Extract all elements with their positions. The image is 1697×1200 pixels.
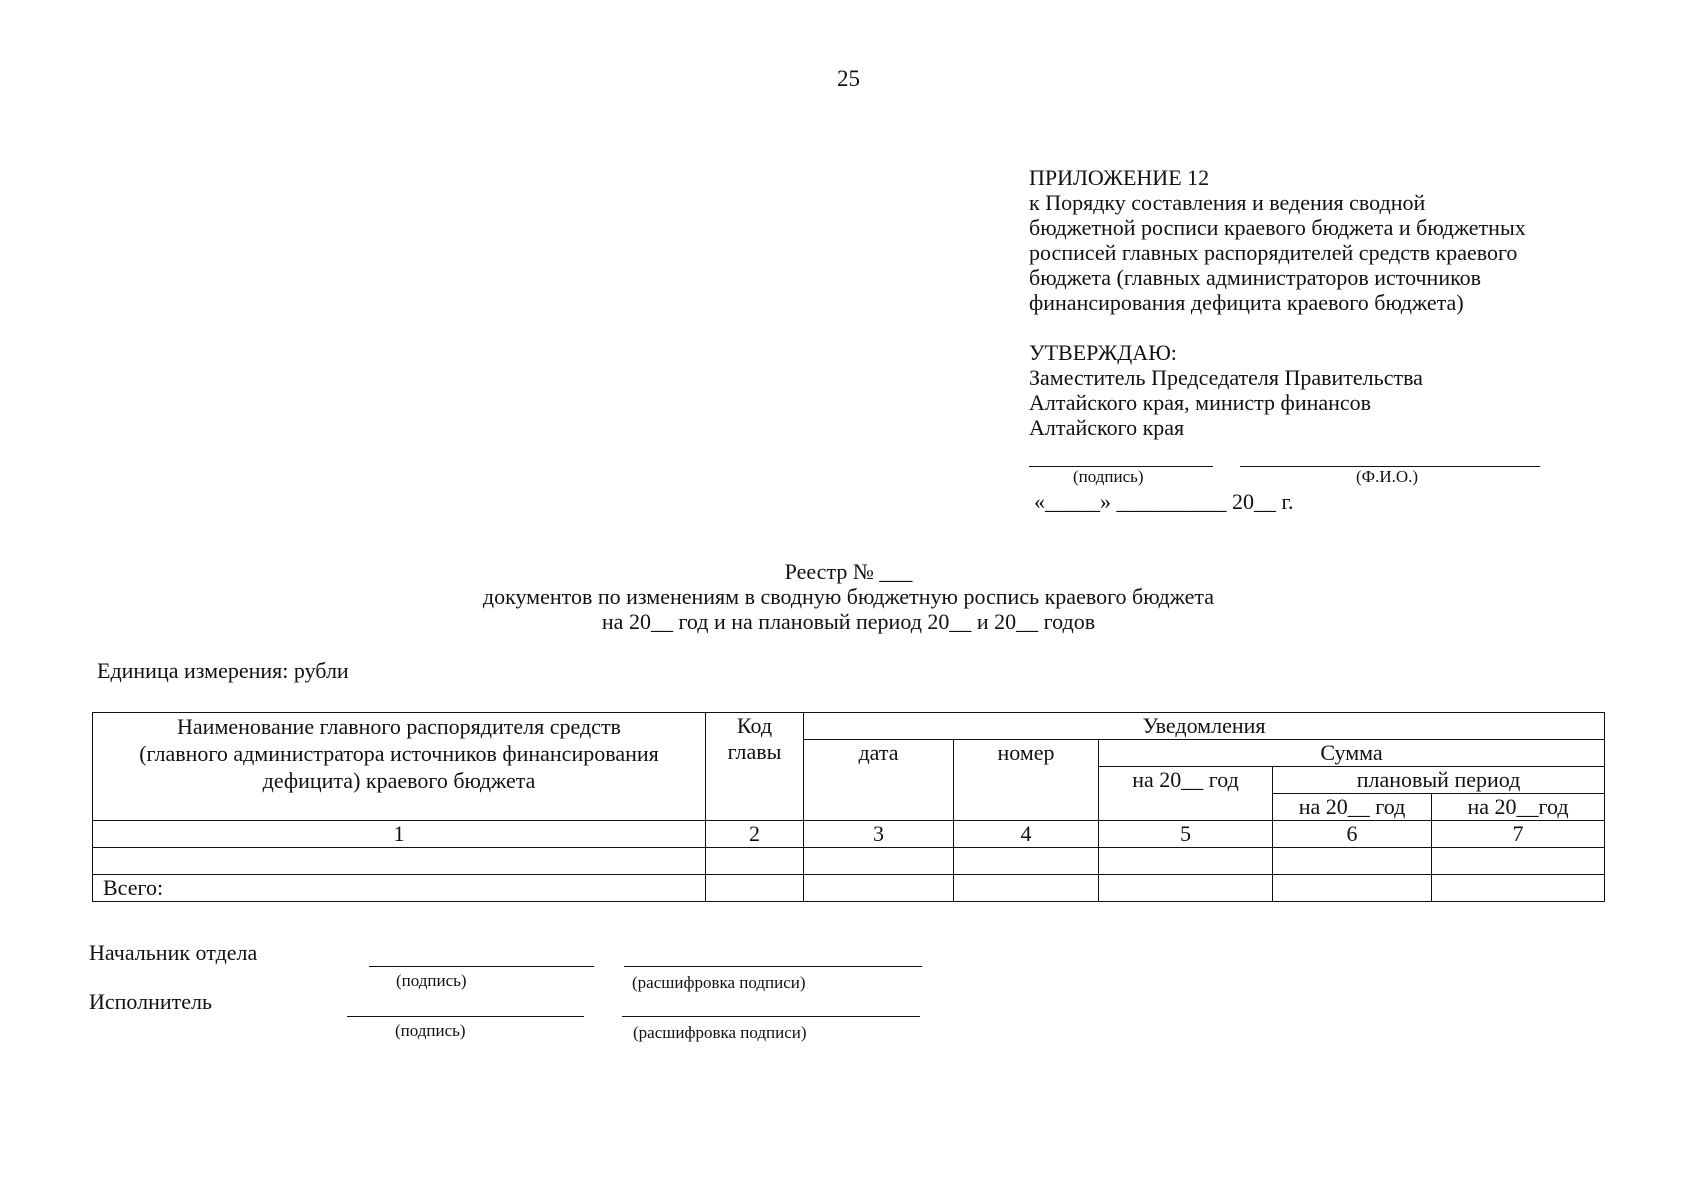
table-cell[interactable] [1273, 848, 1432, 875]
executor-signature-line[interactable] [347, 1016, 584, 1017]
column-number: 7 [1432, 821, 1605, 848]
appendix-line: бюджетной росписи краевого бюджета и бюджетных [1029, 215, 1526, 240]
table-cell[interactable] [804, 848, 954, 875]
table-cell[interactable] [1432, 875, 1605, 902]
registry-title [0, 559, 1697, 634]
registry-title-line: документов по изменениям в сводную бюджетную роспись краевого бюджета [482, 584, 1215, 609]
appendix-block [1029, 165, 1589, 315]
units-label: Единица измерения: рубли [97, 658, 349, 683]
table-row [93, 848, 1605, 875]
column-number: 5 [1099, 821, 1273, 848]
approval-date-line[interactable]: «_____» __________ 20__ г. [1034, 489, 1294, 514]
executor-signature-caption: (подпись) [395, 1021, 466, 1040]
table-cell[interactable] [1273, 875, 1432, 902]
table-cell[interactable] [804, 875, 954, 902]
header-plan-year-2: на 20__год [1432, 794, 1605, 821]
header-notifications: Уведомления [804, 713, 1605, 740]
approval-name-caption: (Ф.И.О.) [1356, 467, 1419, 486]
executor-decode-caption: (расшифровка подписи) [633, 1023, 807, 1042]
header-name-line: (главного администратора источников финансирования [139, 741, 659, 766]
total-row [93, 875, 1605, 902]
approval-block [1029, 340, 1589, 440]
header-date: дата [804, 740, 954, 821]
head-signature-line[interactable] [369, 966, 594, 967]
column-number: 3 [804, 821, 954, 848]
head-decode-caption: (расшифровка подписи) [632, 973, 806, 992]
head-decode-line[interactable] [624, 966, 922, 967]
header-sum: Сумма [1099, 740, 1605, 767]
approval-line: Алтайского края [1029, 415, 1185, 440]
column-number-row [93, 821, 1605, 848]
page-number: 25 [837, 66, 860, 91]
appendix-line: к Порядку составления и ведения сводной [1029, 190, 1426, 215]
head-of-department-label: Начальник отдела [89, 940, 258, 965]
header-number: номер [954, 740, 1099, 821]
header-code-line: главы [727, 739, 782, 764]
appendix-line: бюджета (главных администраторов источников [1029, 265, 1482, 290]
head-signature-caption: (подпись) [396, 971, 467, 990]
executor-label: Исполнитель [89, 989, 213, 1014]
column-number: 2 [706, 821, 804, 848]
appendix-title: ПРИЛОЖЕНИЕ 12 [1029, 165, 1210, 190]
header-name-line: дефицита) краевого бюджета [262, 768, 536, 793]
table-cell[interactable] [1099, 875, 1273, 902]
header-code-line: Код [736, 713, 773, 738]
total-label: Всего: [93, 875, 706, 902]
appendix-line: финансирования дефицита краевого бюджета) [1029, 290, 1464, 315]
header-name-line: Наименование главного распорядителя средств [177, 714, 621, 739]
appendix-line: росписей главных распорядителей средств краевого [1029, 240, 1518, 265]
header-current-year: на 20__ год [1099, 767, 1273, 821]
table-cell[interactable] [954, 848, 1099, 875]
table-cell[interactable] [1432, 848, 1605, 875]
column-number: 4 [954, 821, 1099, 848]
executor-decode-line[interactable] [622, 1016, 920, 1017]
header-name [93, 713, 706, 821]
table-cell[interactable] [954, 875, 1099, 902]
approval-line: Алтайского края, министр финансов [1029, 390, 1372, 415]
registry-table [92, 712, 1605, 902]
column-number: 1 [93, 821, 706, 848]
approval-line: Заместитель Председателя Правительства [1029, 365, 1423, 390]
header-plan-period: плановый период [1273, 767, 1605, 794]
registry-title-line: на 20__ год и на плановый период 20__ и 20__ годов [601, 609, 1096, 634]
table-cell[interactable] [706, 875, 804, 902]
column-number: 6 [1273, 821, 1432, 848]
table-cell[interactable] [93, 848, 706, 875]
header-code [706, 713, 804, 821]
table-cell[interactable] [706, 848, 804, 875]
header-plan-year-1: на 20__ год [1273, 794, 1432, 821]
registry-title-line: Реестр № ___ [784, 559, 913, 584]
approval-heading: УТВЕРЖДАЮ: [1029, 340, 1177, 365]
approval-signature-caption: (подпись) [1073, 467, 1144, 486]
table-cell[interactable] [1099, 848, 1273, 875]
